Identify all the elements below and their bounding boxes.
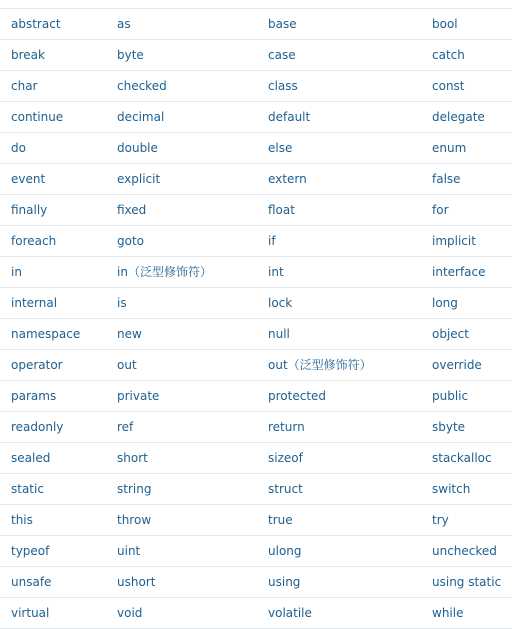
table-row	[0, 133, 512, 164]
keyword-link[interactable]: override	[424, 350, 512, 381]
keyword-link[interactable]: ulong	[258, 536, 424, 567]
keyword-link[interactable]: decimal	[106, 102, 258, 133]
keyword-link[interactable]: is	[106, 288, 258, 319]
keyword-link[interactable]: switch	[424, 474, 512, 505]
keyword-link[interactable]: as	[106, 9, 258, 40]
keyword-link[interactable]: ref	[106, 412, 258, 443]
keyword-link[interactable]: while	[424, 598, 512, 629]
table-row	[0, 257, 512, 288]
keyword-link[interactable]: extern	[258, 164, 424, 195]
keyword-link[interactable]: sbyte	[424, 412, 512, 443]
keyword-link[interactable]: for	[424, 195, 512, 226]
keyword-link[interactable]: event	[0, 164, 106, 195]
keyword-link[interactable]: checked	[106, 71, 258, 102]
table-row	[0, 381, 512, 412]
keyword-link[interactable]: float	[258, 195, 424, 226]
keyword-link[interactable]: short	[106, 443, 258, 474]
keyword-link[interactable]: if	[258, 226, 424, 257]
keyword-link[interactable]: protected	[258, 381, 424, 412]
keyword-link[interactable]: fixed	[106, 195, 258, 226]
keyword-link[interactable]: else	[258, 133, 424, 164]
keyword-link[interactable]: try	[424, 505, 512, 536]
keyword-link[interactable]: const	[424, 71, 512, 102]
table-row	[0, 9, 512, 40]
table-row	[0, 195, 512, 226]
keyword-link[interactable]: unsafe	[0, 567, 106, 598]
keyword-link[interactable]: lock	[258, 288, 424, 319]
keyword-link[interactable]: namespace	[0, 319, 106, 350]
table-row	[0, 474, 512, 505]
keyword-link[interactable]: catch	[424, 40, 512, 71]
keyword-link[interactable]: object	[424, 319, 512, 350]
keyword-link[interactable]: foreach	[0, 226, 106, 257]
keyword-link[interactable]: false	[424, 164, 512, 195]
keyword-link[interactable]: throw	[106, 505, 258, 536]
keyword-link[interactable]: new	[106, 319, 258, 350]
table-row	[0, 164, 512, 195]
keyword-link[interactable]: char	[0, 71, 106, 102]
keyword-link[interactable]: break	[0, 40, 106, 71]
table-row	[0, 319, 512, 350]
keyword-link[interactable]: null	[258, 319, 424, 350]
keyword-link[interactable]: stackalloc	[424, 443, 512, 474]
table-row	[0, 226, 512, 257]
table-row	[0, 288, 512, 319]
keyword-link[interactable]: sealed	[0, 443, 106, 474]
keyword-link[interactable]: in（泛型修饰符）	[106, 257, 258, 288]
keyword-link[interactable]: uint	[106, 536, 258, 567]
keyword-link[interactable]: out（泛型修饰符）	[258, 350, 424, 381]
keyword-link[interactable]: goto	[106, 226, 258, 257]
table-row	[0, 505, 512, 536]
keyword-link[interactable]: return	[258, 412, 424, 443]
table-row	[0, 536, 512, 567]
keywords-table-body	[0, 9, 512, 629]
keyword-link[interactable]: base	[258, 9, 424, 40]
keyword-link[interactable]: class	[258, 71, 424, 102]
keyword-link[interactable]: default	[258, 102, 424, 133]
table-row	[0, 598, 512, 629]
keyword-link[interactable]: continue	[0, 102, 106, 133]
table-row	[0, 102, 512, 133]
keyword-link[interactable]: out	[106, 350, 258, 381]
keyword-link[interactable]: operator	[0, 350, 106, 381]
keyword-link[interactable]: unchecked	[424, 536, 512, 567]
table-row	[0, 443, 512, 474]
keyword-link[interactable]: params	[0, 381, 106, 412]
keyword-link[interactable]: in	[0, 257, 106, 288]
keyword-link[interactable]: struct	[258, 474, 424, 505]
keyword-link[interactable]: private	[106, 381, 258, 412]
keyword-link[interactable]: finally	[0, 195, 106, 226]
keyword-link[interactable]: abstract	[0, 9, 106, 40]
keyword-link[interactable]: double	[106, 133, 258, 164]
keyword-link[interactable]: implicit	[424, 226, 512, 257]
keyword-link[interactable]: string	[106, 474, 258, 505]
keyword-link[interactable]: true	[258, 505, 424, 536]
keyword-link[interactable]: interface	[424, 257, 512, 288]
table-row	[0, 71, 512, 102]
keyword-link[interactable]: internal	[0, 288, 106, 319]
keyword-link[interactable]: enum	[424, 133, 512, 164]
table-row	[0, 40, 512, 71]
keywords-table	[0, 8, 512, 629]
table-row	[0, 350, 512, 381]
keyword-link[interactable]: typeof	[0, 536, 106, 567]
keyword-link[interactable]: this	[0, 505, 106, 536]
keyword-link[interactable]: ushort	[106, 567, 258, 598]
keyword-link[interactable]: int	[258, 257, 424, 288]
keyword-link[interactable]: long	[424, 288, 512, 319]
keyword-link[interactable]: virtual	[0, 598, 106, 629]
keyword-link[interactable]: volatile	[258, 598, 424, 629]
keyword-link[interactable]: using static	[424, 567, 512, 598]
keyword-link[interactable]: readonly	[0, 412, 106, 443]
keyword-link[interactable]: void	[106, 598, 258, 629]
keyword-link[interactable]: delegate	[424, 102, 512, 133]
table-row	[0, 567, 512, 598]
keyword-link[interactable]: case	[258, 40, 424, 71]
table-row	[0, 412, 512, 443]
keyword-link[interactable]: public	[424, 381, 512, 412]
keyword-link[interactable]: sizeof	[258, 443, 424, 474]
keyword-link[interactable]: do	[0, 133, 106, 164]
keyword-link[interactable]: explicit	[106, 164, 258, 195]
keyword-link[interactable]: bool	[424, 9, 512, 40]
keyword-link[interactable]: static	[0, 474, 106, 505]
keyword-link[interactable]: using	[258, 567, 424, 598]
keyword-link[interactable]: byte	[106, 40, 258, 71]
